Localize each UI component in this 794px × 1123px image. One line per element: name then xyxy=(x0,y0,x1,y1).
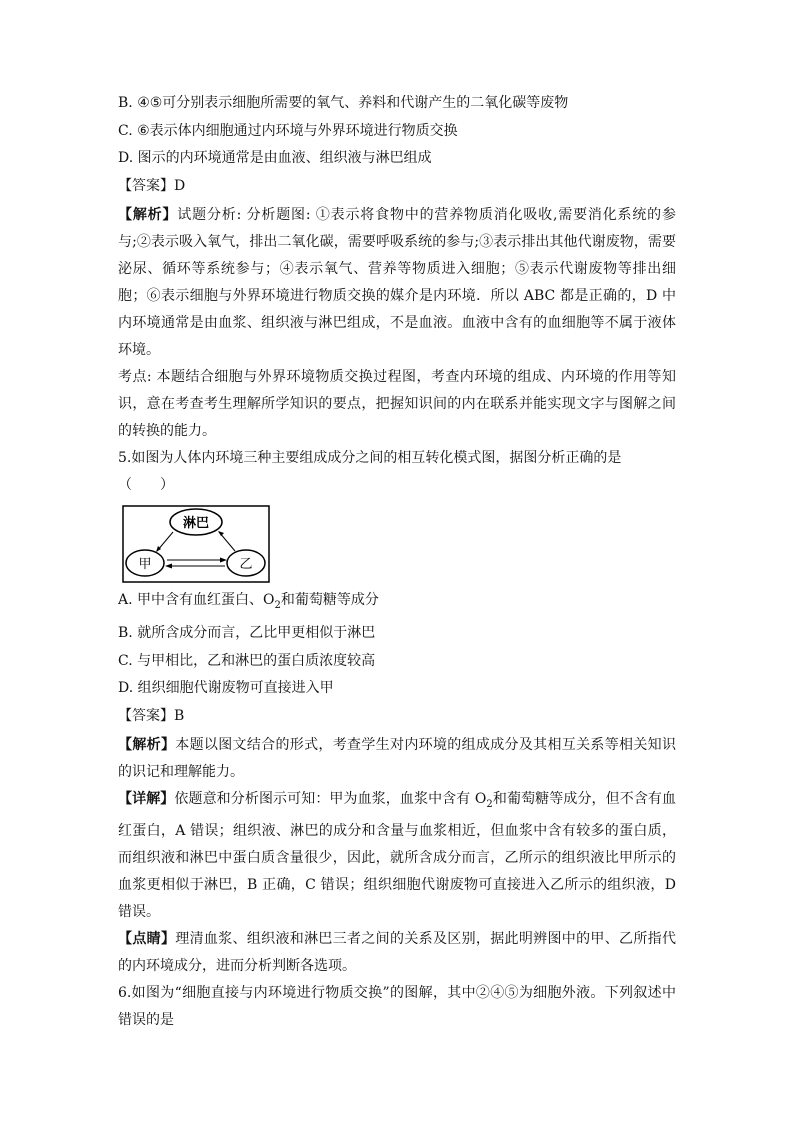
q5-dianjing-label: 【点睛】 xyxy=(118,931,176,948)
q6-stem: 6.如图为“细胞直接与内环境进行物质交换”的图解，其中②④⑤为细胞外液。下列叙述中错误的是 xyxy=(118,985,676,1029)
q5-option-a-sub: 2 xyxy=(274,599,281,611)
node-left-label: 甲 xyxy=(138,557,152,572)
q4-option-b: B. ④⑤可分别表示细胞所需要的氧气、养料和代谢产生的二氧化碳等废物 xyxy=(118,95,569,111)
q4-kaodian: 考点: 本题结合细胞与外界环境物质交换过程图，考查内环境的组成、内环境的作用等知识，意在考查考生理解所学知识的要点，把握知识间的内在联系并能实现文字与图解之间的转换的能力。 xyxy=(118,369,676,439)
q5-diagram xyxy=(122,505,270,583)
q4-option-d: D. 图示的内环境通常是由血液、组织液与淋巴组成 xyxy=(118,150,432,166)
q5-analysis-label: 【解析】 xyxy=(118,737,176,754)
q5-answer: 【答案】B xyxy=(118,707,185,724)
q5-diagram-svg xyxy=(122,505,270,583)
q5-analysis-text: 本题以图文结合的形式，考查学生对内环境的组成成分及其相互关系等相关知识的识记和理解能力。 xyxy=(118,737,677,781)
q5-analysis xyxy=(118,732,676,786)
q4-analysis-text: 试题分析: 分析题图: ①表示将食物中的营养物质消化吸收,需要消化系统的参与;②表示吸入氧气，排出二氧化碳，需要呼吸系统的参与;③表示排出其他代谢废物，需要泌尿、循环等系统参与；④表示氧气、营养等物质进入细胞；⑤表示代谢废物等排出细胞；⑥表示细胞与外界环境进行物质交换的媒介是内环境．所以 ABC 都是正确的，D 中内环境通常是由血浆、组织液与淋巴组成，不是血液。血液中含有的血细胞等不属于液体环境。 xyxy=(118,207,676,358)
q4-answer: 【答案】D xyxy=(118,177,186,194)
q4-analysis-label: 【解析】 xyxy=(118,207,178,223)
q5-option-c: C. 与甲相比，乙和淋巴的蛋白质浓度较高 xyxy=(118,652,376,669)
q5-stem: 5.如图为人体内环境三种主要组成成分之间的相互转化模式图，据图分析正确的是 xyxy=(118,450,622,466)
q5-detail-pre: 依题意和分析图示可知：甲为血浆，血浆中含有 O xyxy=(174,791,487,808)
q5-dianjing-text: 理清血浆、组织液和淋巴三者之间的关系及区别，据此明辨图中的甲、乙所指代的内环境成分，进而分析判断各选项。 xyxy=(118,931,677,975)
q5-detail xyxy=(118,786,676,926)
q4-analysis xyxy=(118,202,676,364)
q5-detail-sub: 2 xyxy=(486,799,493,811)
q4-option-c: C. ⑥表示体内细胞通过内环境与外界环境进行物质交换 xyxy=(118,122,458,139)
node-top-label: 淋巴 xyxy=(182,516,210,531)
q5-option-b: B. 就所含成分而言，乙比甲更相似于淋巴 xyxy=(118,625,376,642)
q5-dianjing xyxy=(118,926,676,980)
q5-detail-label: 【详解】 xyxy=(118,791,175,808)
document-page xyxy=(118,92,676,1034)
q5-option-d: D. 组织细胞代谢废物可直接进入甲 xyxy=(118,680,334,697)
q5-option-a-pre: A. 甲中含有血红蛋白、O xyxy=(118,592,275,608)
q5-option-a xyxy=(118,589,676,617)
q5-detail-post: 和葡萄糖等成分，但不含有血红蛋白，A 错误；组织液、淋巴的成分和含量与血浆相近，但血浆中含有较多的蛋白质，而组织液和淋巴中蛋白质含量很少，因此，就所含成分而言，乙所示的组织液比甲所示的血浆更相似于淋巴，B 正确，C 错误；组织细胞代谢废物可直接进入乙所示的组织液，D 错误。 xyxy=(118,791,677,921)
node-right-label: 乙 xyxy=(239,557,253,572)
q5-option-a-post: 和葡萄糖等成分 xyxy=(280,592,379,608)
q5-bracket: （ ） xyxy=(118,477,174,493)
